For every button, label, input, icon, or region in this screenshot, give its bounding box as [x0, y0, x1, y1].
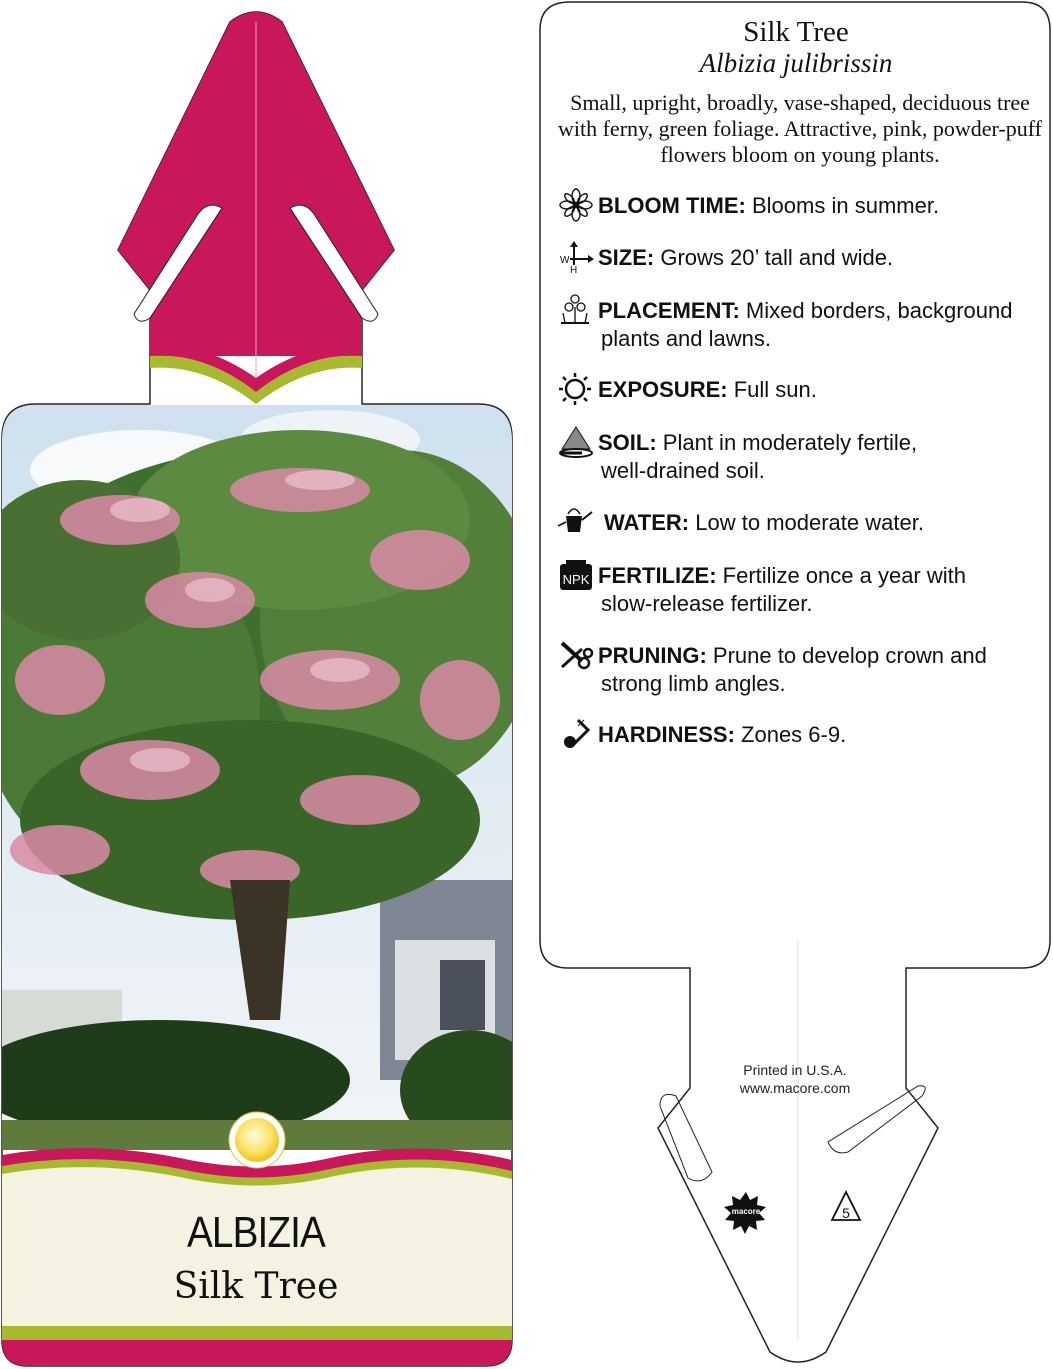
- care-placement: [598, 297, 1038, 353]
- care-soil: [598, 429, 1038, 485]
- care-text: Prune to develop crown and: [712, 643, 987, 668]
- care-hardiness: [598, 721, 1038, 749]
- care-label: SIZE:: [598, 245, 655, 270]
- care-water: [604, 509, 1044, 537]
- care-text: Fertilize once a year with: [722, 563, 966, 588]
- care-text-continued: plants and lawns.: [601, 326, 771, 351]
- website-url[interactable]: www.macore.com: [739, 1080, 851, 1096]
- silk-tree-photo: [0, 405, 540, 1160]
- care-label: HARDINESS:: [598, 722, 735, 747]
- care-text: Zones 6-9.: [741, 722, 847, 747]
- care-pruning: [598, 642, 1038, 698]
- fertilizer-npk-icon: [560, 560, 592, 590]
- care-text-continued: slow-release fertilizer.: [601, 591, 813, 616]
- care-text-continued: well-drained soil.: [601, 458, 765, 483]
- back-common-name: Silk Tree: [743, 16, 849, 48]
- care-text-continued: strong limb angles.: [601, 671, 786, 696]
- botanical-name: Albizia julibrissin: [699, 48, 893, 78]
- care-label: EXPOSURE:: [598, 377, 728, 402]
- care-label: BLOOM TIME:: [598, 193, 746, 218]
- care-fertilize: [598, 562, 1038, 618]
- svg-text:NPK: NPK: [562, 572, 590, 587]
- care-text: Blooms in summer.: [752, 193, 940, 218]
- care-label: PRUNING:: [598, 643, 707, 668]
- svg-text:macore: macore: [731, 1207, 761, 1216]
- svg-text:5: 5: [842, 1205, 850, 1221]
- care-label: PLACEMENT:: [598, 298, 740, 323]
- care-text: Grows 20’ tall and wide.: [660, 245, 894, 270]
- care-exposure: [598, 376, 1038, 404]
- care-text: Mixed borders, background: [745, 298, 1013, 323]
- care-label: FERTILIZE:: [598, 563, 717, 588]
- plant-genus-title: ALBIZIA: [186, 1208, 326, 1257]
- plant-common-name: Silk Tree: [173, 1266, 339, 1307]
- svg-text:W: W: [560, 255, 570, 266]
- care-text: Plant in moderately fertile,: [662, 430, 918, 455]
- care-bloom-time: [598, 192, 1038, 220]
- plant-description: Small, upright, broadly, vase-shaped, deciduous tree with ferny, green foliage. Attractive, pink, powder-puff flowers bloom on young plants.: [557, 90, 1042, 167]
- care-label: WATER:: [604, 510, 690, 535]
- care-size: [598, 244, 1038, 272]
- printed-in-usa: Printed in U.S.A.: [743, 1062, 847, 1078]
- care-text: Low to moderate water.: [695, 510, 924, 535]
- care-label: SOIL:: [598, 430, 657, 455]
- front-tag: [0, 12, 540, 1366]
- svg-text:H: H: [570, 265, 578, 276]
- care-text: Full sun.: [733, 377, 817, 402]
